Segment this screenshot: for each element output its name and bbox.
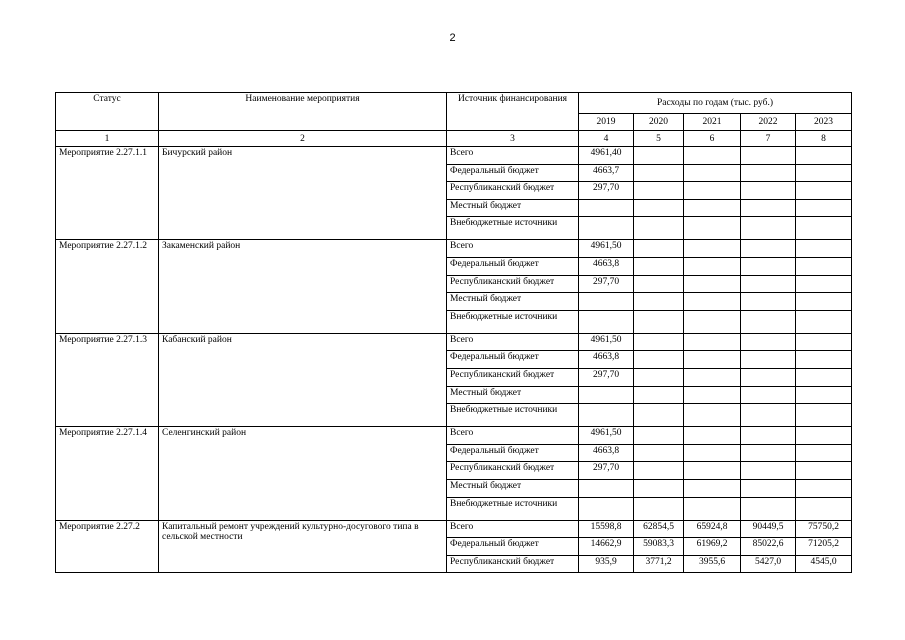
expense-value-2022 (741, 497, 796, 520)
funding-source: Всего (447, 520, 579, 538)
expense-value-2020 (634, 293, 684, 311)
expense-value-2022 (741, 386, 796, 404)
expense-value-2020: 59083,3 (634, 538, 684, 556)
expense-value-2022 (741, 199, 796, 217)
expense-value-2023: 71205,2 (796, 538, 852, 556)
expense-value-2021 (684, 199, 741, 217)
expense-value-2023 (796, 479, 852, 497)
funding-source: Федеральный бюджет (447, 444, 579, 462)
expense-value-2023 (796, 147, 852, 165)
measure-name: Капитальный ремонт учреждений культурно-досугового типа в сельской местности (159, 520, 447, 573)
expense-value-2021 (684, 147, 741, 165)
column-index: 8 (796, 131, 852, 147)
funding-source: Федеральный бюджет (447, 538, 579, 556)
expense-value-2022 (741, 479, 796, 497)
funding-source: Местный бюджет (447, 386, 579, 404)
expense-value-2019 (579, 386, 634, 404)
expense-value-2019 (579, 404, 634, 427)
expense-value-2020 (634, 444, 684, 462)
expense-value-2020 (634, 368, 684, 386)
expense-value-2020 (634, 386, 684, 404)
expense-value-2022: 5427,0 (741, 555, 796, 573)
expense-value-2020 (634, 310, 684, 333)
expense-value-2023 (796, 164, 852, 182)
funding-source: Федеральный бюджет (447, 257, 579, 275)
table-row (56, 147, 852, 165)
expense-value-2021: 65924,8 (684, 520, 741, 538)
expense-value-2019 (579, 479, 634, 497)
expense-value-2022 (741, 293, 796, 311)
expense-value-2021 (684, 275, 741, 293)
expense-value-2021: 3955,6 (684, 555, 741, 573)
funding-source: Местный бюджет (447, 199, 579, 217)
expense-value-2023 (796, 199, 852, 217)
funding-source: Всего (447, 427, 579, 445)
table-row (56, 427, 852, 445)
measure-status: Мероприятие 2.27.1.1 (56, 147, 159, 240)
column-index: 5 (634, 131, 684, 147)
expense-value-2021 (684, 444, 741, 462)
expense-value-2022 (741, 147, 796, 165)
header-year: 2023 (796, 114, 852, 131)
expense-value-2021 (684, 427, 741, 445)
column-index: 1 (56, 131, 159, 147)
expense-value-2023 (796, 497, 852, 520)
expense-value-2019: 4961,50 (579, 333, 634, 351)
expense-value-2022 (741, 351, 796, 369)
funding-source: Всего (447, 333, 579, 351)
expense-value-2020 (634, 199, 684, 217)
expense-value-2023 (796, 462, 852, 480)
header-expenses: Расходы по годам (тыс. руб.) (579, 93, 852, 114)
expense-value-2021 (684, 240, 741, 258)
expense-value-2021 (684, 479, 741, 497)
expense-value-2020 (634, 427, 684, 445)
funding-source: Республиканский бюджет (447, 462, 579, 480)
expense-value-2022 (741, 368, 796, 386)
measure-name: Закаменский район (159, 240, 447, 333)
expense-value-2019: 4663,8 (579, 257, 634, 275)
expense-value-2022 (741, 444, 796, 462)
expense-value-2022 (741, 257, 796, 275)
expense-value-2019: 297,70 (579, 368, 634, 386)
funding-source: Местный бюджет (447, 479, 579, 497)
expense-value-2019: 4961,50 (579, 427, 634, 445)
column-index: 4 (579, 131, 634, 147)
expense-value-2023 (796, 427, 852, 445)
column-index: 2 (159, 131, 447, 147)
expense-value-2021 (684, 257, 741, 275)
header-year: 2021 (684, 114, 741, 131)
expense-value-2020 (634, 240, 684, 258)
expense-value-2021: 61969,2 (684, 538, 741, 556)
expense-value-2021 (684, 310, 741, 333)
measure-name: Кабанский район (159, 333, 447, 426)
column-index: 6 (684, 131, 741, 147)
expense-value-2022 (741, 333, 796, 351)
header-status: Статус (56, 93, 159, 131)
expense-value-2023 (796, 386, 852, 404)
column-index: 7 (741, 131, 796, 147)
page-number: 2 (449, 32, 456, 44)
expense-value-2019 (579, 497, 634, 520)
measure-status: Мероприятие 2.27.1.4 (56, 427, 159, 520)
funding-source: Внебюджетные источники (447, 404, 579, 427)
expense-value-2020 (634, 404, 684, 427)
expense-value-2020 (634, 497, 684, 520)
expense-value-2019 (579, 217, 634, 240)
expense-value-2023 (796, 310, 852, 333)
expense-value-2022 (741, 182, 796, 200)
expense-value-2019: 4663,8 (579, 444, 634, 462)
measure-name: Селенгинский район (159, 427, 447, 520)
expense-value-2021 (684, 293, 741, 311)
funding-source: Республиканский бюджет (447, 368, 579, 386)
expense-value-2020 (634, 333, 684, 351)
measure-status: Мероприятие 2.27.1.2 (56, 240, 159, 333)
measure-status: Мероприятие 2.27.1.3 (56, 333, 159, 426)
expense-value-2021 (684, 386, 741, 404)
expense-value-2021 (684, 217, 741, 240)
funding-source: Федеральный бюджет (447, 164, 579, 182)
header-source: Источник финансирования (447, 93, 579, 131)
funding-source: Местный бюджет (447, 293, 579, 311)
expense-value-2019 (579, 310, 634, 333)
expense-value-2021 (684, 497, 741, 520)
expense-value-2022 (741, 462, 796, 480)
expense-value-2019: 4663,8 (579, 351, 634, 369)
expense-value-2019: 4961,50 (579, 240, 634, 258)
table-header (56, 93, 852, 147)
table-row (56, 520, 852, 538)
expense-value-2023: 75750,2 (796, 520, 852, 538)
expense-value-2020: 62854,5 (634, 520, 684, 538)
expense-value-2021 (684, 351, 741, 369)
budget-table (55, 92, 852, 573)
expense-value-2022 (741, 164, 796, 182)
expense-value-2019: 14662,9 (579, 538, 634, 556)
expense-value-2020: 3771,2 (634, 555, 684, 573)
expense-value-2023 (796, 293, 852, 311)
expense-value-2021 (684, 182, 741, 200)
table-row (56, 240, 852, 258)
expense-value-2019 (579, 293, 634, 311)
expense-value-2022: 90449,5 (741, 520, 796, 538)
expense-value-2020 (634, 147, 684, 165)
expense-value-2020 (634, 479, 684, 497)
expense-value-2019 (579, 199, 634, 217)
column-index-row (56, 131, 852, 147)
expense-value-2022 (741, 275, 796, 293)
expense-value-2020 (634, 164, 684, 182)
funding-source: Республиканский бюджет (447, 555, 579, 573)
expense-value-2023 (796, 240, 852, 258)
expense-value-2022: 85022,6 (741, 538, 796, 556)
funding-source: Всего (447, 240, 579, 258)
table-body (56, 147, 852, 573)
expense-value-2019: 15598,8 (579, 520, 634, 538)
header-year: 2020 (634, 114, 684, 131)
header-year: 2022 (741, 114, 796, 131)
expense-value-2023 (796, 257, 852, 275)
expense-value-2020 (634, 462, 684, 480)
expense-value-2022 (741, 427, 796, 445)
expense-value-2023 (796, 333, 852, 351)
expense-value-2019: 297,70 (579, 275, 634, 293)
expense-value-2021 (684, 368, 741, 386)
expense-value-2023 (796, 404, 852, 427)
funding-source: Внебюджетные источники (447, 497, 579, 520)
expense-value-2023: 4545,0 (796, 555, 852, 573)
expense-value-2023 (796, 182, 852, 200)
expense-value-2019: 4663,7 (579, 164, 634, 182)
measure-name: Бичурский район (159, 147, 447, 240)
expense-value-2023 (796, 217, 852, 240)
expense-value-2021 (684, 164, 741, 182)
header-year: 2019 (579, 114, 634, 131)
expense-value-2020 (634, 351, 684, 369)
expense-value-2023 (796, 275, 852, 293)
expense-value-2019: 4961,40 (579, 147, 634, 165)
funding-source: Внебюджетные источники (447, 310, 579, 333)
funding-source: Федеральный бюджет (447, 351, 579, 369)
expense-value-2020 (634, 257, 684, 275)
expense-value-2022 (741, 240, 796, 258)
expense-value-2019: 297,70 (579, 182, 634, 200)
expense-value-2022 (741, 310, 796, 333)
expense-value-2023 (796, 368, 852, 386)
funding-source: Республиканский бюджет (447, 275, 579, 293)
expense-value-2023 (796, 351, 852, 369)
expense-value-2020 (634, 182, 684, 200)
funding-source: Внебюджетные источники (447, 217, 579, 240)
expense-value-2019: 935,9 (579, 555, 634, 573)
table-row (56, 333, 852, 351)
expense-value-2022 (741, 404, 796, 427)
expense-value-2022 (741, 217, 796, 240)
expense-value-2021 (684, 333, 741, 351)
expense-value-2021 (684, 462, 741, 480)
expense-value-2019: 297,70 (579, 462, 634, 480)
expense-value-2023 (796, 444, 852, 462)
expense-value-2021 (684, 404, 741, 427)
funding-source: Республиканский бюджет (447, 182, 579, 200)
funding-source: Всего (447, 147, 579, 165)
column-index: 3 (447, 131, 579, 147)
measure-status: Мероприятие 2.27.2 (56, 520, 159, 573)
expense-value-2020 (634, 275, 684, 293)
header-name: Наименование мероприятия (159, 93, 447, 131)
expense-value-2020 (634, 217, 684, 240)
